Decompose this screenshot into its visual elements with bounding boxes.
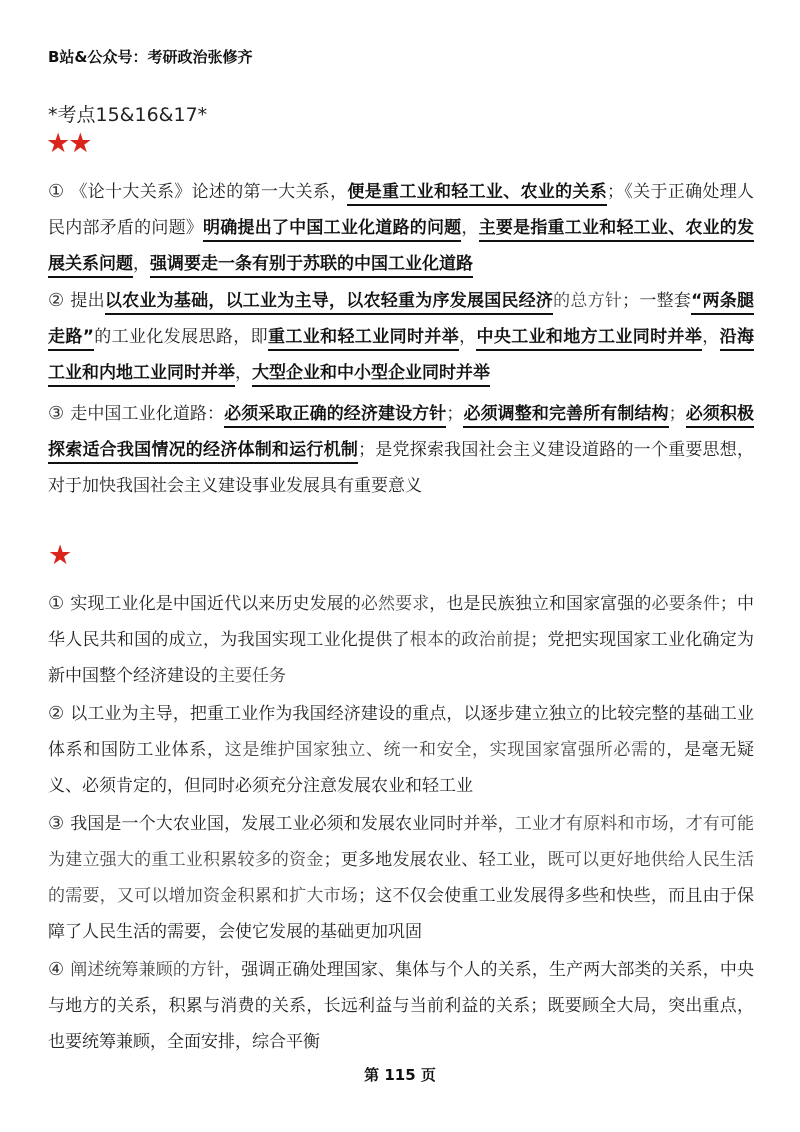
key-phrase: 沿海工业和内地工业同时并举 [48,327,754,387]
item-text: ， [459,327,477,347]
two-star-rating: ★★ [46,128,91,159]
item-text: 我国是一个大农业国，发展工业必须和发展农业同时并举， [70,814,515,834]
one-star-item-4 [48,952,754,1060]
item-text: 阐述统筹兼顾的方针 [70,960,225,980]
item-text: 既可以更好地供给人民生活的需要，又可以增加资金积累和扩大市场 [48,850,755,906]
item-text: ；《关于正确处理人民内部矛盾的问题》 [48,182,755,238]
item-text: ，也是民族独立和国家富强的 [429,594,652,614]
source-header: B站&公众号：考研政治张修齐 [48,48,253,66]
key-phrase: 大型企业和中小型企业同时并举 [252,363,490,387]
item-text: 走中国工业化道路： [70,404,225,424]
key-phrase: 必须积极探索适合我国情况的经济体制和运行机制 [48,404,754,464]
item-text: ， [702,327,720,347]
key-phrase: 必须调整和完善所有制结构 [463,404,668,428]
item-text: ，强调正确处理国家、集体与个人的关系，生产两大部类的关系，中央与地方的关系，积累与消费的关系，长远利益与当前利益的关系；既要顾全大局，突出重点，也要统筹兼顾，全面安排，综合平衡 [48,960,755,1052]
item-number: ③ [48,813,65,834]
one-star-item-3 [48,806,754,950]
item-text: 根本的政治前提 [409,630,531,650]
item-number: ④ [48,959,65,980]
item-text: ；是党探索我国社会主义建设道路的一个重要思想，对于加快我国社会主义建设事业发展具有重要意义 [48,440,755,496]
item-text: ；这不仅会使重工业发展得多些和快些，而且由于保障了人民生活的需要，会使它发展的基础更加巩固 [48,886,755,942]
key-phrase: “两条腿走路” [48,291,754,351]
item-text: ， [461,218,479,238]
two-star-item-3 [48,396,754,504]
item-text: 提出 [70,291,105,311]
one-star-rating: ★ [48,540,71,571]
item-text: 工业才有原料和市场，才有可能为建立强大的重工业积累较多的资金 [48,814,755,870]
item-text: ；中华人民共和国的成立，为我国实现工业化提供了 [48,594,755,650]
one-star-item-1 [48,586,754,694]
key-phrase: 便是重工业和轻工业、农业的关系 [347,182,607,206]
item-text: 必然要求 [360,594,430,614]
item-number: ② [48,703,65,724]
item-number: ② [48,290,65,311]
page-number: 第 115 页 [364,1066,436,1084]
topic-tag: *考点15&16&17* [48,104,208,126]
key-phrase: 主要是指重工业和轻工业、农业的发展关系问题 [48,218,754,278]
item-text: ；一整套 [622,291,692,311]
key-phrase: 中央工业和地方工业同时并举 [476,327,702,351]
item-text: ； [446,404,464,424]
item-text: 的总方针 [553,291,623,311]
key-phrase: 以农业为基础，以工业为主导，以农轻重为序发展国民经济 [105,291,553,315]
key-phrase: 必须采取正确的经济建设方针 [224,404,446,428]
two-star-item-1 [48,174,754,282]
item-number: ① [48,181,65,202]
item-text: ，是毫无疑义、必须肯定的，但同时必须充分注意发展农业和轻工业 [48,740,755,796]
one-star-item-2 [48,696,754,804]
item-text: ， [235,363,252,383]
item-text: 《论十大关系》论述的第一大关系， [70,182,348,202]
item-text: ；更多地发展农业、轻工业， [323,850,548,870]
item-number: ① [48,593,65,614]
item-text: ；党把实现国家工业化确定为新中国整个经济建设的 [48,630,755,686]
item-text: 以工业为主导，把重工业作为我国经济建设的重点，以逐步建立独立的比较完整的基础工业体系和国防工业体系， [48,704,754,760]
key-phrase: 重工业和轻工业同时并举 [268,327,459,351]
item-text: ， [133,254,150,274]
key-phrase: 强调要走一条有别于苏联的中国工业化道路 [150,254,473,278]
item-text: 实现工业化是中国近代以来历史发展的 [70,594,361,614]
two-star-item-2 [48,283,754,391]
item-text: 主要任务 [218,666,286,686]
item-text: ； [668,404,686,424]
item-text: 必要条件 [651,594,720,614]
item-text: 这是维护国家独立、统一和安全，实现国家富强所必需的 [224,740,667,760]
item-number: ③ [48,403,65,424]
item-text: 的工业化发展思路，即 [93,327,268,347]
key-phrase: 明确提出了中国工业化道路的问题 [203,218,461,242]
